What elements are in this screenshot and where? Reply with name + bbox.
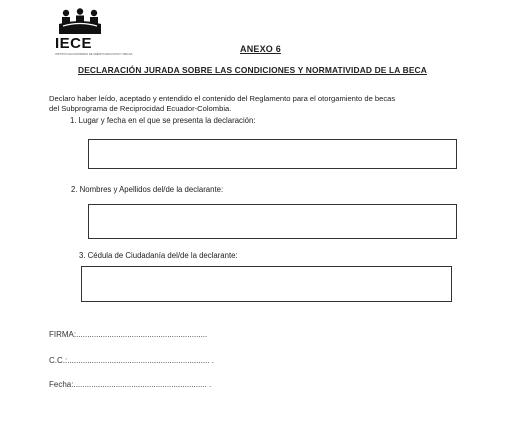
question-place-date-label: 1. Lugar y fecha en el que se presenta la declaración: <box>70 116 256 125</box>
document-title: DECLARACIÓN JURADA SOBRE LAS CONDICIONES Y NORMATIVIDAD DE LA BECA <box>78 65 427 75</box>
people-logo-icon <box>57 8 103 36</box>
question-id-card-label: 3. Cédula de Ciudadanía del/de la declarante: <box>79 251 238 260</box>
iece-logo <box>55 8 133 60</box>
signature-line <box>49 330 207 339</box>
annex-label: ANEXO 6 <box>240 44 281 54</box>
intro-line-2: del Subprograma de Reciprocidad Ecuador-Colombia. <box>49 104 232 113</box>
date-line <box>49 380 211 389</box>
question-names-label: 2. Nombres y Apellidos del/de la declarante: <box>71 185 224 194</box>
intro-line-1: Declaro haber leído, aceptado y entendido el contenido del Reglamento para el otorgamiento de becas <box>49 94 396 103</box>
place-date-field[interactable] <box>88 139 457 169</box>
date-label: Fecha: <box>49 380 74 389</box>
id-number-line <box>49 356 214 365</box>
id-card-field[interactable] <box>81 266 452 302</box>
intro-paragraph <box>49 94 489 114</box>
signature-label: FIRMA: <box>49 330 77 339</box>
id-number-label: C.C.: <box>49 356 68 365</box>
names-field[interactable] <box>88 204 457 239</box>
signature-dots: ........................................................... <box>76 330 208 339</box>
id-number-dots: ................................................................ . <box>67 356 214 365</box>
date-dots: ............................................................ . <box>73 380 212 389</box>
logo-tagline: INSTITUTO ECUATORIANO DE CRÉDITO EDUCATIVO Y BECAS <box>55 53 133 56</box>
logo-name: IECE <box>55 35 93 52</box>
